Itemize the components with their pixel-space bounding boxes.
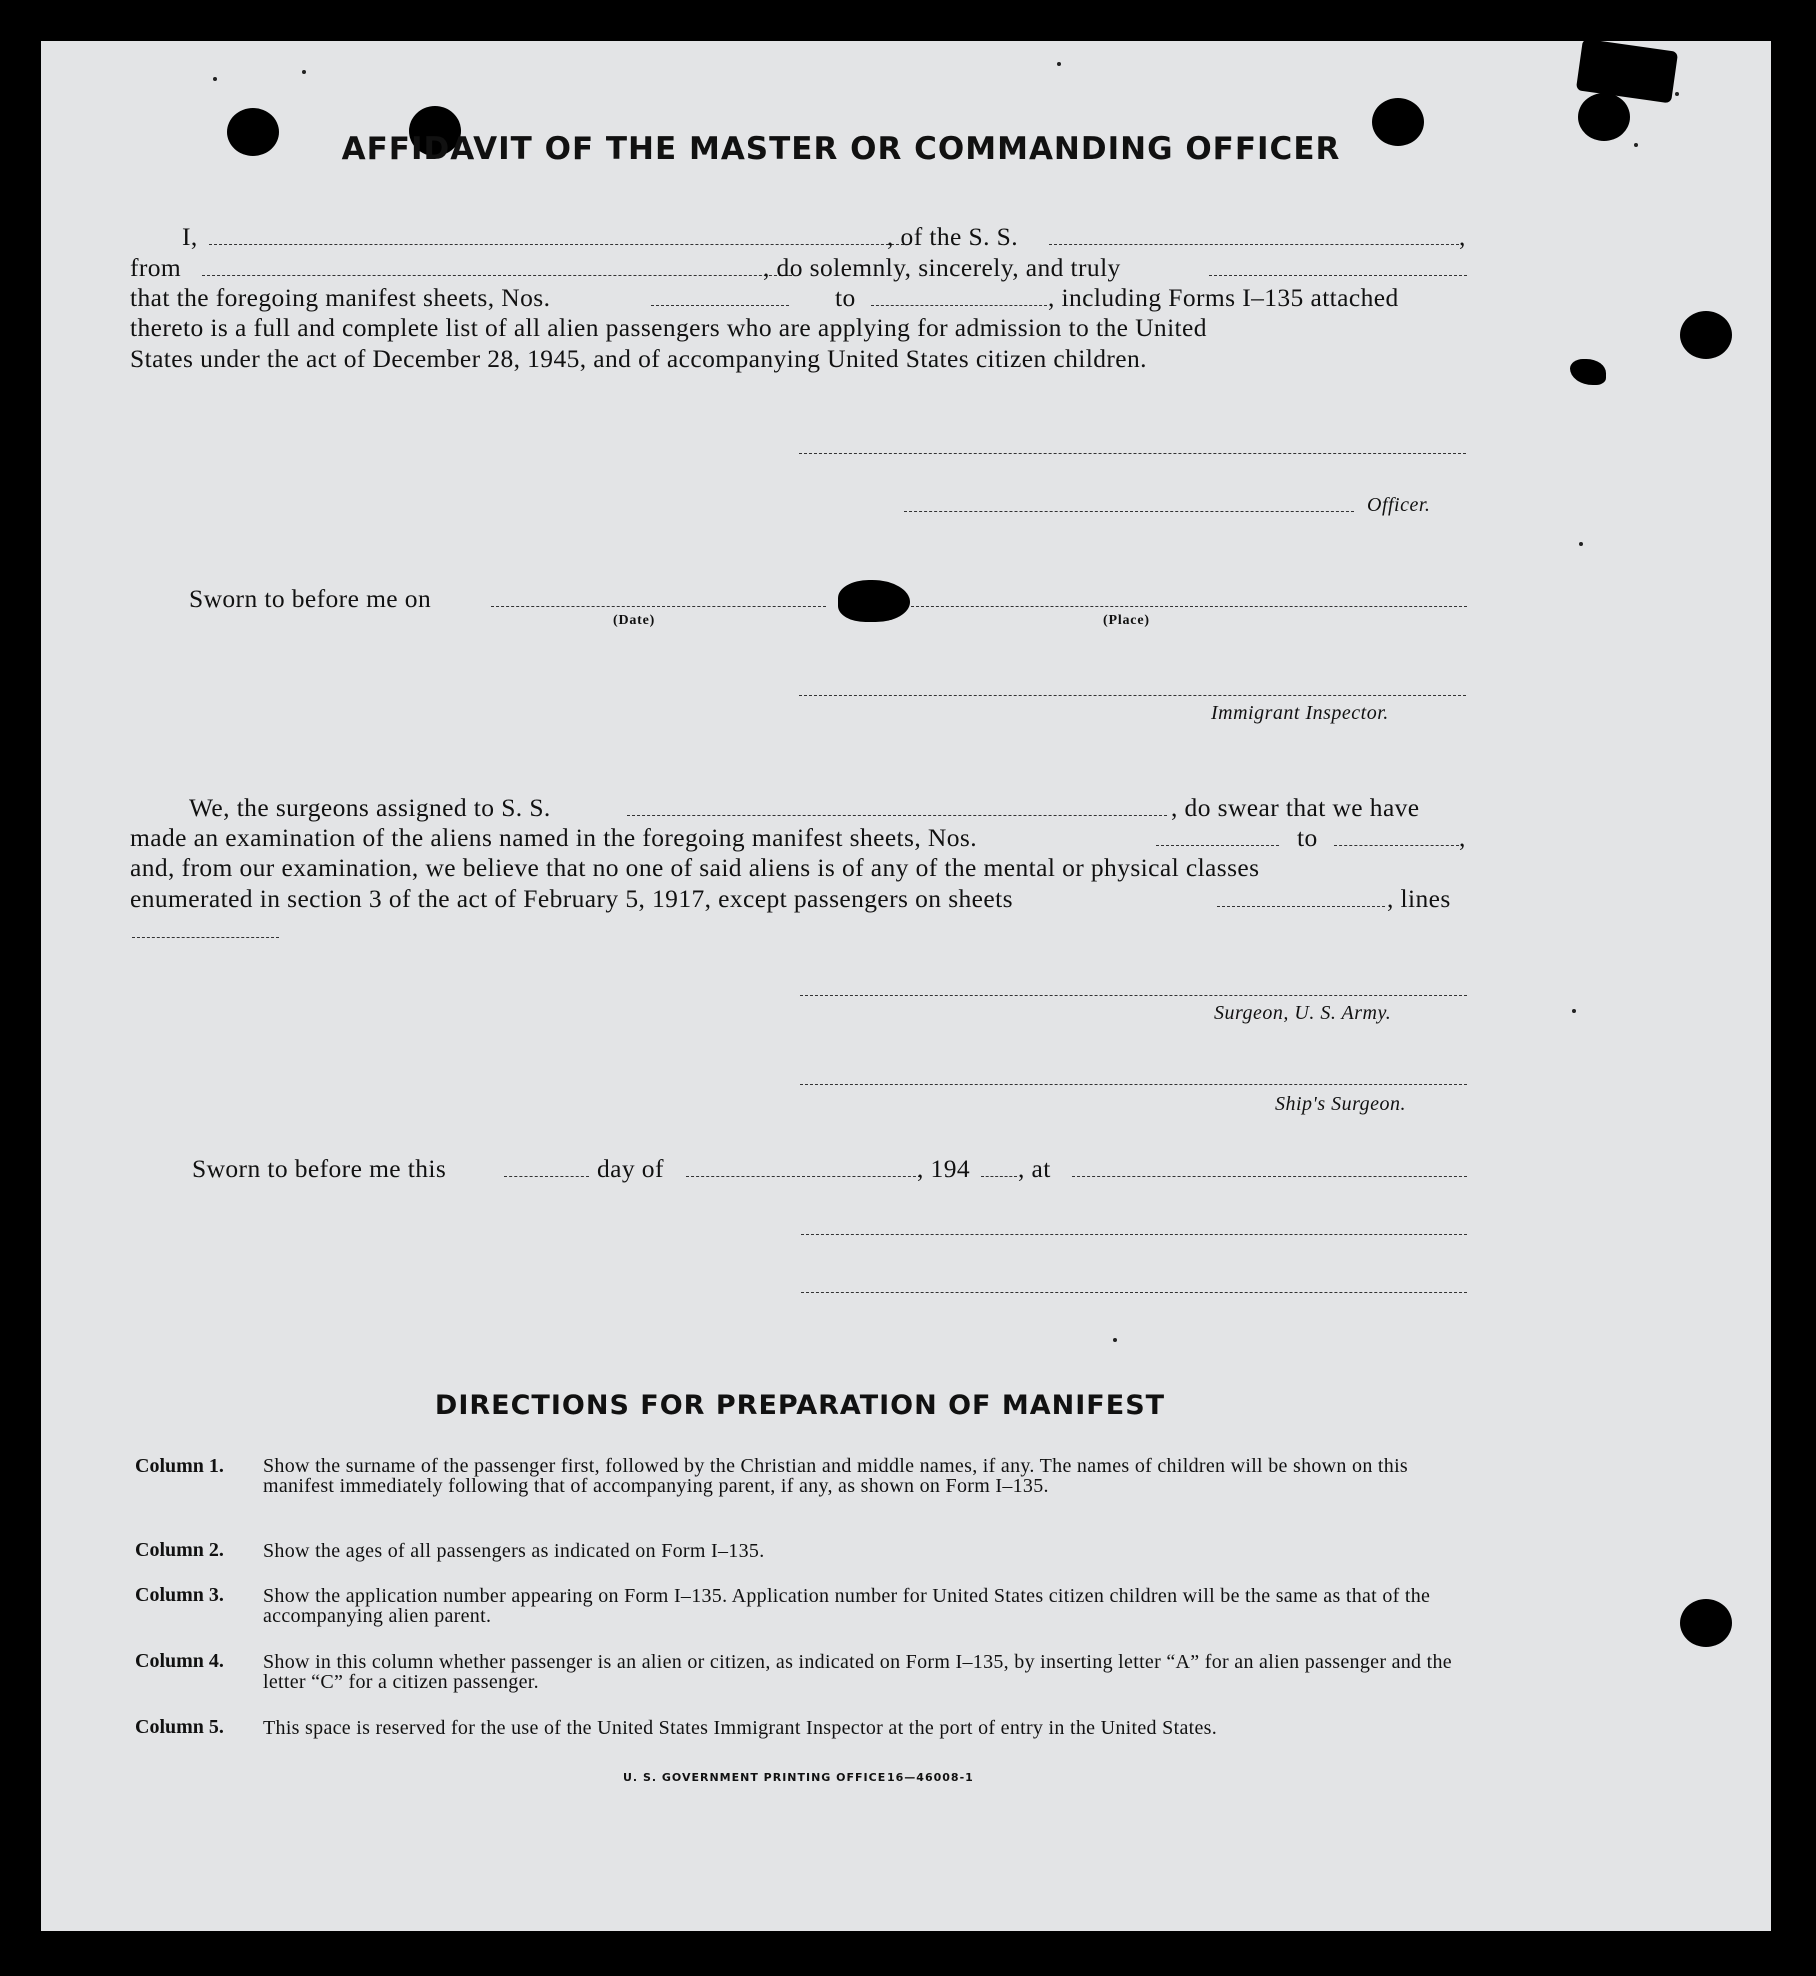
sworn-text: , 194	[917, 1154, 970, 1183]
punch-hole	[1680, 311, 1732, 359]
affidavit-text: , including Forms I–135 attached	[1048, 283, 1399, 312]
surgeons-text: ,	[1459, 823, 1466, 852]
officer-title-line[interactable]	[904, 511, 1354, 512]
officer-label: Officer.	[1367, 494, 1431, 516]
ship-surgeon-label: Ship's Surgeon.	[1275, 1093, 1407, 1115]
form-code: 16—46008-1	[887, 1771, 974, 1784]
column-text: This space is reserved for the use of the United States Immigrant Inspector at the port of entry in the United States.	[263, 1717, 1218, 1739]
speck	[1057, 62, 1061, 66]
sworn-place-field[interactable]	[911, 606, 1467, 607]
column-label: Column 3.	[135, 1584, 224, 1606]
column-label: Column 4.	[135, 1650, 224, 1672]
sworn-text: day of	[597, 1154, 664, 1183]
punch-hole	[1680, 1599, 1732, 1647]
surgeons-text: We, the surgeons assigned to S. S.	[189, 793, 551, 822]
page-title: AFFIDAVIT OF THE MASTER OR COMMANDING OFFICER	[341, 131, 1341, 167]
affidavit-text: from	[130, 253, 182, 282]
form-page	[41, 41, 1771, 1931]
surgeons-text: made an examination of the aliens named in the foregoing manifest sheets, Nos.	[130, 823, 977, 852]
ship-surgeon-signature-line[interactable]	[800, 1084, 1467, 1085]
surgeons-text: and, from our examination, we believe that no one of said aliens is of any of the mental or physical classes	[130, 853, 1260, 882]
affidavit-text: to	[835, 283, 856, 312]
speck	[1579, 542, 1583, 546]
column-label: Column 1.	[135, 1455, 224, 1477]
directions-title: DIRECTIONS FOR PREPARATION OF MANIFEST	[434, 1390, 1166, 1421]
inspector-signature-line[interactable]	[799, 695, 1466, 696]
affidavit-text: thereto is a full and complete list of all alien passengers who are applying for admission to the United	[130, 313, 1207, 342]
speck	[213, 77, 217, 81]
column-label: Column 2.	[135, 1539, 224, 1561]
affidavit-text: I,	[182, 222, 198, 251]
place-label: (Place)	[1103, 613, 1150, 628]
surgeons-text: , do swear that we have	[1171, 793, 1420, 822]
army-surgeon-label: Surgeon, U. S. Army.	[1214, 1002, 1392, 1024]
except-lines-field[interactable]	[132, 937, 279, 938]
printer-imprint: U. S. GOVERNMENT PRINTING OFFICE	[623, 1771, 887, 1784]
officer-signature-line[interactable]	[799, 453, 1466, 454]
ink-blot	[1570, 359, 1606, 385]
sheets-from-field[interactable]	[651, 305, 789, 306]
column-text: Show in this column whether passenger is an alien or citizen, as indicated on Form I–135, by inserting letter “A” for an alien passenger and the letter “C” for a citizen passenger.	[263, 1651, 1452, 1693]
sheets-to-field[interactable]	[871, 305, 1047, 306]
surgeons-sheets-to-field[interactable]	[1334, 845, 1459, 846]
from-port-field[interactable]	[202, 275, 792, 276]
sworn-date-field[interactable]	[491, 606, 826, 607]
torn-corner-mark	[1576, 39, 1678, 104]
sworn-at-field[interactable]	[1072, 1176, 1467, 1177]
sworn-title-line[interactable]	[801, 1292, 1467, 1293]
sworn-month-field[interactable]	[686, 1176, 921, 1177]
affidavit-text: States under the act of December 28, 1945, and of accompanying United States citizen children.	[130, 344, 1147, 373]
affidavit-text: , of the S. S.	[887, 222, 1018, 251]
sworn-signature-line[interactable]	[801, 1234, 1467, 1235]
sworn-text: Sworn to before me on	[189, 584, 432, 613]
affidavit-text: , do solemnly, sincerely, and truly	[763, 253, 1121, 282]
sworn-day-field[interactable]	[504, 1176, 589, 1177]
inspector-label: Immigrant Inspector.	[1211, 702, 1389, 724]
affidavit-text: ,	[1459, 222, 1466, 251]
surgeons-text: to	[1297, 823, 1318, 852]
ship-name-field[interactable]	[1049, 244, 1459, 245]
surgeons-text: , lines	[1387, 884, 1451, 913]
speck	[1113, 1338, 1117, 1342]
column-text: Show the surname of the passenger first, followed by the Christian and middle names, if any. The names of children will be shown on this manifest immediately following that of accompanying parent, if any, as shown on Form I–135.	[263, 1455, 1409, 1497]
column-text: Show the ages of all passengers as indicated on Form I–135.	[263, 1540, 765, 1562]
army-surgeon-signature-line[interactable]	[800, 995, 1467, 996]
column-label: Column 5.	[135, 1716, 224, 1738]
sworn-text: , at	[1018, 1154, 1051, 1183]
sworn-year-field[interactable]	[981, 1176, 1017, 1177]
solemnly-field[interactable]	[1209, 275, 1467, 276]
ink-blot	[838, 580, 910, 622]
surgeons-text: enumerated in section 3 of the act of February 5, 1917, except passengers on sheets	[130, 884, 1013, 913]
speck	[1572, 1009, 1576, 1013]
except-sheets-field[interactable]	[1217, 906, 1385, 907]
officer-name-field[interactable]	[209, 244, 909, 245]
speck	[302, 70, 306, 74]
speck	[1675, 92, 1679, 96]
surgeons-ship-field[interactable]	[627, 815, 1167, 816]
column-text: Show the application number appearing on Form I–135. Application number for United States citizen children will be the same as that of the accompanying alien parent.	[263, 1585, 1431, 1627]
sworn-text: Sworn to before me this	[192, 1154, 447, 1183]
affidavit-text: that the foregoing manifest sheets, Nos.	[130, 283, 551, 312]
surgeons-sheets-from-field[interactable]	[1156, 845, 1279, 846]
date-label: (Date)	[613, 613, 656, 628]
